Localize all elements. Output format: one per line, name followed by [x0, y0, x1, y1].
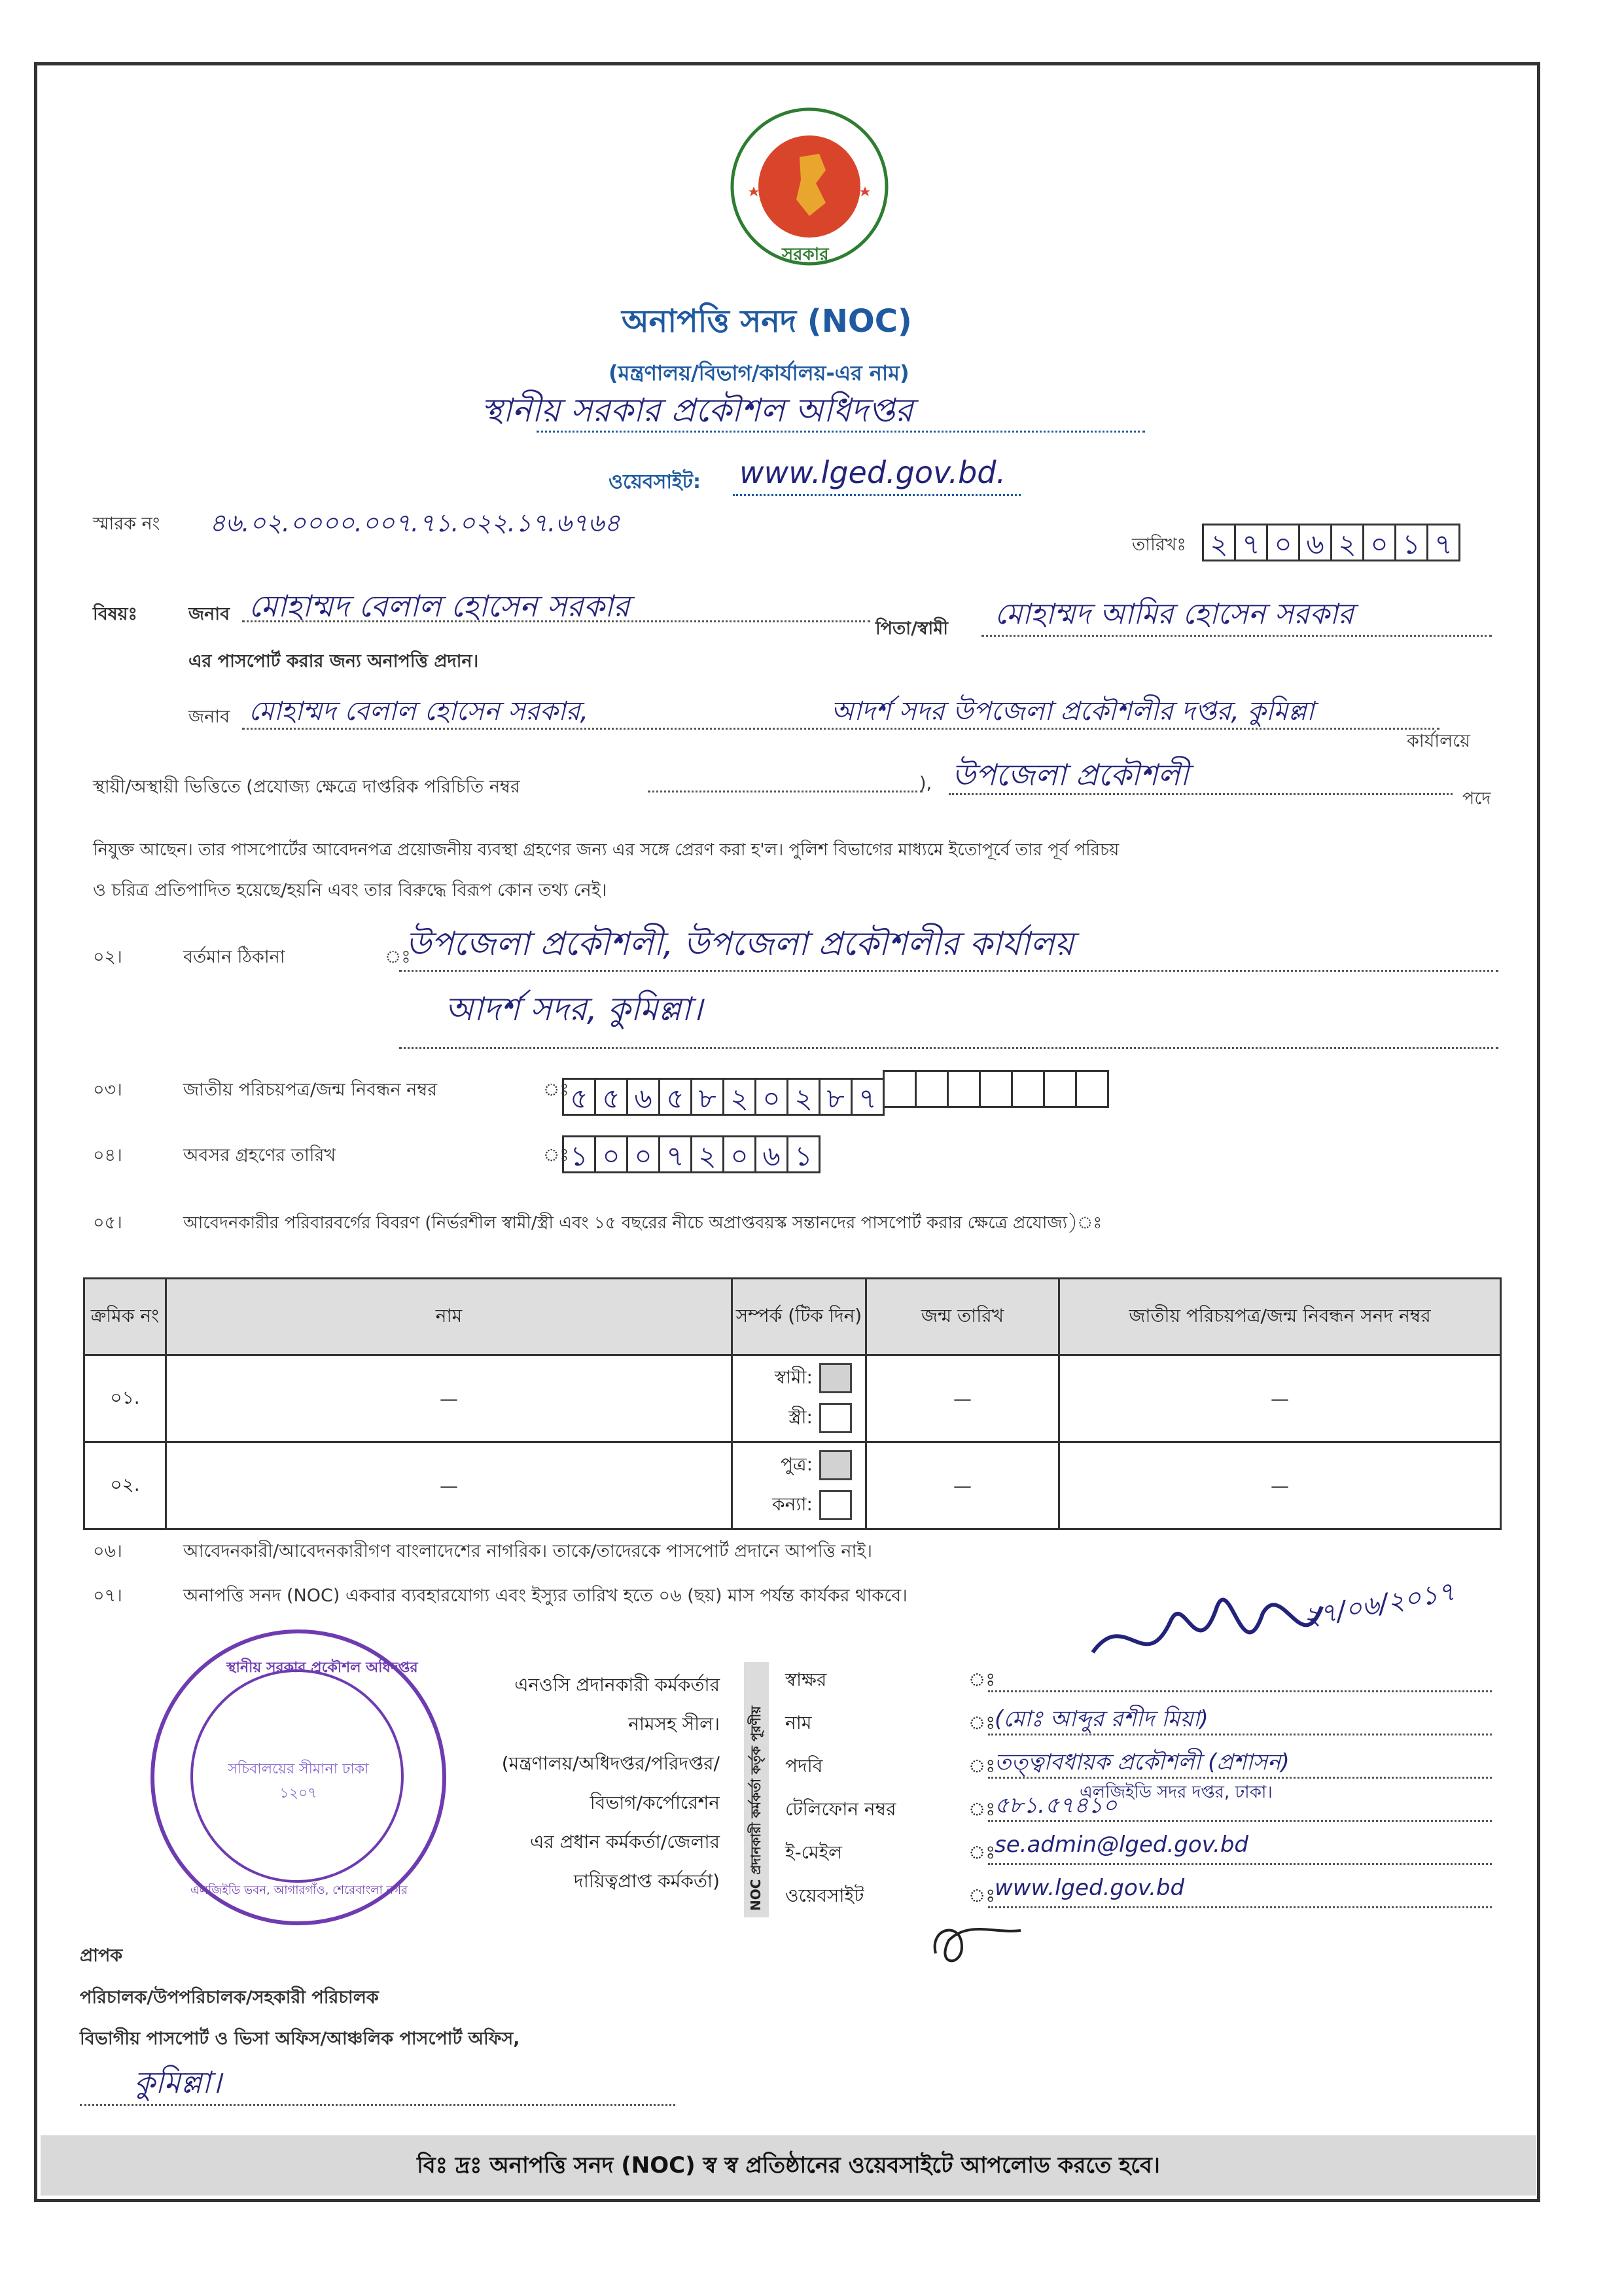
retire-boxes	[564, 1135, 821, 1173]
retire-digit-box: ৬	[754, 1135, 788, 1173]
ministry-name: স্থানীয় সরকার প্রকৌশল অধিদপ্তর	[481, 391, 913, 429]
date-digit-box: ৬	[1298, 524, 1332, 561]
issuer-field-line	[988, 1863, 1492, 1865]
recipient-city-line	[80, 2104, 675, 2106]
nid-digit-box	[979, 1070, 1013, 1108]
issuer-description-line: এর প্রধান কর্মকর্তা/জেলার	[529, 1831, 720, 1853]
item-06-number: ০৬।	[93, 1541, 122, 1561]
issuer-field-value: তত্ত্বাবধায়ক প্রকৌশলী (প্রশাসন)	[995, 1749, 1290, 1775]
item-03-number: ০৩।	[93, 1080, 122, 1100]
office-suffix: কার্যালয়ে	[1407, 731, 1470, 751]
issuer-field-label: টেলিফোন নম্বর	[785, 1798, 896, 1820]
row-dob: —	[866, 1442, 1059, 1529]
designation-suffix: পদে	[1462, 789, 1491, 809]
nid-digit-box	[883, 1070, 917, 1108]
row-relation	[732, 1355, 866, 1442]
issuer-field-label: ই-মেইল	[785, 1841, 843, 1863]
recipient-label: প্রাপক	[80, 1946, 123, 1966]
nid-digit-box	[1043, 1070, 1077, 1108]
ministry-label: (মন্ত্রণালয়/বিভাগ/কার্যালয়-এর নাম)	[609, 361, 909, 385]
relation-wife-label: স্ত্রী:	[788, 1406, 813, 1428]
row-nid: —	[1059, 1355, 1501, 1442]
subject-label: বিষয়ঃ	[93, 604, 137, 624]
signature-mark	[1086, 1567, 1361, 1685]
issuer-field-colon: ঃ	[968, 1885, 996, 1906]
signature-date: ২৭/০৬/২০১৭	[1300, 1576, 1457, 1633]
date-boxes	[1204, 524, 1460, 561]
retire-digit-box: ০	[594, 1135, 628, 1173]
issuer-description-line: এনওসি প্রদানকারী কর্মকর্তার	[514, 1674, 720, 1696]
family-table-header	[84, 1279, 1501, 1355]
date-digit-box: ০	[1266, 524, 1300, 561]
website-line	[733, 494, 1021, 496]
relation-daughter-label: কন্যা:	[772, 1493, 813, 1515]
retire-colon: ঃ	[543, 1145, 569, 1165]
issuer-field-label: পদবি	[785, 1755, 823, 1777]
designation-value: উপজেলা প্রকৌশলী	[952, 757, 1189, 792]
nid-boxes	[564, 1070, 1109, 1116]
nid-label: জাতীয় পরিচয়পত্র/জন্ম নিবন্ধন নম্বর	[183, 1080, 438, 1100]
header-relation: সম্পর্ক (টিক দিন)	[732, 1279, 866, 1355]
stamp-center-text: সচিবালয়ের সীমানা ঢাকা ১২০৭	[228, 1761, 369, 1802]
father-label: পিতা/স্বামী	[875, 618, 948, 639]
body-office-line	[242, 728, 1439, 730]
nid-digit-box	[1011, 1070, 1045, 1108]
retire-digit-box: ০	[626, 1135, 660, 1173]
row-serial: ০২.	[84, 1442, 166, 1529]
header-dob: জন্ম তারিখ	[866, 1279, 1059, 1355]
issuer-vertical-text: NOC প্রদানকারী কর্মকর্তা কর্তৃক পূরণীয়	[748, 1705, 764, 1911]
item-07-number: ০৭।	[93, 1586, 122, 1606]
issuer-vertical-bar	[744, 1662, 769, 1917]
issuer-field-colon: ঃ	[968, 1841, 996, 1863]
nid-digit-box: ৫	[658, 1078, 692, 1116]
row-serial: ০১.	[84, 1355, 166, 1442]
stamp-bottom-text: এলজিইডি ভবন, আগারগাঁও, শেরেবাংলা নগর	[190, 1883, 408, 1897]
nid-digit-box: ৫	[594, 1078, 628, 1116]
basis-text: স্থায়ী/অস্থায়ী ভিত্তিতে (প্রযোজ্য ক্ষেত্রে দাপ্তরিক পরিচিতি নম্বর	[93, 777, 520, 797]
office-stamp	[150, 1629, 446, 1925]
family-label: আবেদনকারীর পরিবারবর্গের বিবরণ (নির্ভরশীল স্বামী/স্ত্রী এবং ১৫ বছরের নীচে অপ্রাপ্তবয়স্ক সন্তানদের পাসপোর্ট করার ক্ষেত্রে প্রযোজ্য)ঃ	[183, 1213, 1103, 1233]
header-serial: ক্রমিক নং	[84, 1279, 166, 1355]
body-paragraph-1: নিযুক্ত আছেন। তার পাসপোর্টের আবেদনপত্র প্রয়োজনীয় ব্যবস্থা গ্রহণের জন্য এর সঙ্গে প্রেরণ করা হ'ল। পুলিশ বিভাগের মাধ্যমে ইতোপূর্বে তার পূর্ব পরিচয়	[93, 840, 1120, 860]
issuer-description-line: বিভাগ/কর্পোরেশন	[590, 1792, 720, 1813]
issuer-field-line	[988, 1690, 1492, 1692]
issuer-description-line: (মন্ত্রণালয়/অধিদপ্তর/পরিদপ্তর/	[501, 1752, 720, 1774]
table-row	[84, 1442, 1501, 1529]
issuer-field-row	[785, 1875, 1505, 1918]
basis-close: ),	[919, 774, 932, 794]
nid-digit-box: ৭	[851, 1078, 885, 1116]
retire-digit-box: ২	[690, 1135, 724, 1173]
retire-digit-box: ০	[722, 1135, 756, 1173]
issuer-field-row	[785, 1702, 1505, 1745]
issuer-description-line: নামসহ সীল।	[628, 1713, 720, 1735]
issuer-field-colon: ঃ	[968, 1669, 996, 1690]
row-nid: —	[1059, 1442, 1501, 1529]
body-paragraph-2: ও চরিত্র প্রতিপাদিত হয়েছে/হয়নি এবং তার বিরুদ্ধে বিরূপ কোন তথ্য নেই।	[93, 880, 607, 900]
relation-son-label: পুত্র:	[780, 1453, 813, 1475]
retire-label: অবসর গ্রহণের তারিখ	[183, 1145, 336, 1165]
issuer-field-colon: ঃ	[968, 1755, 996, 1777]
retire-digit-box: ১	[786, 1135, 821, 1173]
father-name-line	[981, 635, 1492, 637]
body-janab: জনাব	[188, 707, 230, 727]
family-table	[83, 1277, 1502, 1530]
subject-purpose: এর পাসপোর্ট করার জন্য অনাপত্তি প্রদান।	[188, 651, 479, 671]
wife-checkbox[interactable]	[819, 1403, 852, 1433]
recipient-line-1: পরিচালক/উপপরিচালক/সহকারী পরিচালক	[80, 1987, 379, 2008]
header-name: নাম	[166, 1279, 732, 1355]
website-value: www.lged.gov.bd.	[739, 455, 1006, 490]
header-nid: জাতীয় পরিচয়পত্র/জন্ম নিবন্ধন সনদ নম্বর	[1059, 1279, 1501, 1355]
address-dots-2	[399, 1047, 1498, 1049]
father-name: মোহাম্মদ আমির হোসেন সরকার	[995, 597, 1354, 631]
seal-bottom-text: সরকার	[782, 245, 829, 264]
nid-digit-box: ৮	[819, 1078, 853, 1116]
item-02-number: ০২।	[93, 947, 122, 967]
memo-label: স্মারক নং	[93, 514, 160, 534]
date-digit-box: ৭	[1426, 524, 1460, 561]
date-digit-box: ২	[1330, 524, 1364, 561]
ministry-line	[537, 431, 1145, 433]
nid-digit-box: ৬	[626, 1078, 660, 1116]
table-row	[84, 1355, 1501, 1442]
issuer-field-value: ৫৮১.৫৭৪১০	[995, 1792, 1118, 1819]
row-dob: —	[866, 1355, 1059, 1442]
issuer-field-label: নাম	[785, 1712, 812, 1734]
date-digit-box: ০	[1362, 524, 1396, 561]
row-name: —	[166, 1442, 732, 1529]
recipient-line-2: বিভাগীয় পাসপোর্ট ও ভিসা অফিস/আঞ্চলিক পাসপোর্ট অফিস,	[80, 2029, 520, 2049]
nid-digit-box: ২	[722, 1078, 756, 1116]
son-checkbox[interactable]	[819, 1450, 852, 1480]
footer-note: বিঃ দ্রঃ অনাপত্তি সনদ (NOC) স্ব স্ব প্রতিষ্ঠানের ওয়েবসাইটে আপলোড করতে হবে।	[41, 2135, 1536, 2196]
relation-husband-label: স্বামী:	[774, 1366, 813, 1388]
applicant-name: মোহাম্মদ বেলাল হোসেন সরকার	[249, 588, 630, 624]
initial-mark	[923, 1914, 1040, 1973]
address-line-2: আদর্শ সদর, কুমিল্লা।	[445, 990, 703, 1028]
body-name: মোহাম্মদ বেলাল হোসেন সরকার,	[249, 696, 589, 726]
item-05-number: ০৫।	[93, 1213, 122, 1233]
recipient-city: কুমিল্লা।	[134, 2065, 222, 2100]
date-label: তারিখঃ	[1132, 535, 1186, 555]
row-relation	[732, 1442, 866, 1529]
nid-digit-box	[947, 1070, 981, 1108]
page-title: অনাপত্তি সনদ (NOC)	[622, 303, 912, 340]
retire-digit-box: ১	[562, 1135, 596, 1173]
applicant-name-line	[242, 620, 870, 622]
date-digit-box: ১	[1394, 524, 1428, 561]
basis-line	[648, 791, 923, 792]
validity-statement: অনাপত্তি সনদ (NOC) একবার ব্যবহারযোগ্য এবং ইস্যুর তারিখ হতে ০৬ (ছয়) মাস পর্যন্ত কার্যকর থাকবে।	[183, 1586, 908, 1606]
stamp-ring-text: স্থানীয় সরকার প্রকৌশল অধিদপ্তর	[226, 1660, 418, 1676]
issuer-description-line: দায়িত্বপ্রাপ্ত কর্মকর্তা)	[574, 1870, 720, 1892]
issuer-field-label: স্বাক্ষর	[785, 1669, 827, 1690]
issuer-field-line	[988, 1906, 1492, 1908]
date-digit-box: ২	[1202, 524, 1236, 561]
nid-digit-box: ৫	[562, 1078, 596, 1116]
issuer-field-value: se.admin@lged.gov.bd	[995, 1832, 1249, 1858]
designation-line	[949, 793, 1453, 795]
issuer-field-colon: ঃ	[968, 1712, 996, 1734]
daughter-checkbox[interactable]	[819, 1490, 852, 1520]
address-line-1: উপজেলা প্রকৌশলী, উপজেলা প্রকৌশলীর কার্যালয়	[406, 925, 1074, 963]
nid-digit-box: ৮	[690, 1078, 724, 1116]
address-colon: ঃ	[385, 947, 411, 967]
issuer-field-value: (মোঃ আব্দুর রশীদ মিয়া)	[995, 1706, 1209, 1732]
item-04-number: ০৪।	[93, 1145, 122, 1165]
issuer-office-line: এলজিইডি সদর দপ্তর, ঢাকা।	[1080, 1783, 1273, 1802]
address-dots-1	[399, 970, 1498, 972]
nid-digit-box	[915, 1070, 949, 1108]
citizen-statement: আবেদনকারী/আবেদনকারীগণ বাংলাদেশের নাগরিক। তাকে/তাদেরকে পাসপোর্ট প্রদানে আপত্তি নাই।	[183, 1541, 873, 1561]
website-label: ওয়েবসাইট:	[609, 471, 701, 493]
retire-digit-box: ৭	[658, 1135, 692, 1173]
issuer-field-colon: ঃ	[968, 1798, 996, 1820]
date-digit-box: ৭	[1234, 524, 1268, 561]
nid-digit-box	[1075, 1070, 1109, 1108]
memo-number: ৪৬.০২.০০০০.০০৭.৭১.০২২.১৭.৬৭৬৪	[209, 508, 620, 537]
nid-digit-box: ২	[786, 1078, 821, 1116]
issuer-field-value: www.lged.gov.bd	[995, 1875, 1185, 1901]
address-label: বর্তমান ঠিকানা	[183, 947, 285, 967]
husband-checkbox[interactable]	[819, 1363, 852, 1393]
nid-colon: ঃ	[543, 1080, 569, 1100]
nid-digit-box: ০	[754, 1078, 788, 1116]
body-office: আদর্শ সদর উপজেলা প্রকৌশলীর দপ্তর, কুমিল্লা	[831, 696, 1315, 726]
subject-janab: জনাব	[188, 604, 230, 624]
issuer-field-label: ওয়েবসাইট	[785, 1885, 864, 1906]
issuer-field-row	[785, 1832, 1505, 1875]
issuer-description	[445, 1665, 720, 1901]
row-name: —	[166, 1355, 732, 1442]
